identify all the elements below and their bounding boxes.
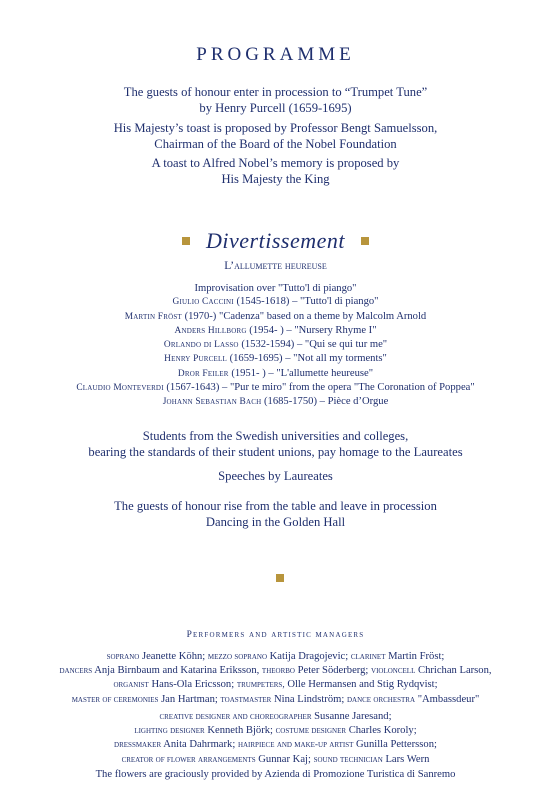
manager-name: Susanne Jaresand; [314, 711, 392, 722]
majesty-toast-text [0, 120, 551, 152]
performer-name: Jan Hartman; [161, 693, 218, 705]
managers-line [0, 738, 551, 752]
music-item [0, 395, 551, 409]
gold-square-icon [182, 237, 190, 245]
students-text [0, 428, 551, 460]
majesty-toast-line-2: Chairman of the Board of the Nobel Foundation [154, 137, 397, 151]
work-title: "Cadenza" based on a theme by Malcolm Arnold [219, 310, 427, 322]
music-item [0, 310, 551, 324]
performers-line [0, 693, 551, 707]
manager-name: Kenneth Björk; [207, 725, 273, 737]
manager-role: lighting designer [134, 726, 205, 737]
composer-name: Anders Hillborg [174, 325, 247, 336]
work-title: – "Not all my torments" [285, 353, 387, 365]
performer-role: theorbo [261, 666, 295, 677]
procession-line-2: by Henry Purcell (1659-1695) [199, 101, 352, 115]
departure-line-1: The guests of honour rise from the table and leave in procession [114, 499, 437, 513]
performer-role: dancers [59, 666, 93, 677]
composer-dates: (1532-1594) [241, 339, 295, 351]
flowers-credit: The flowers are graciously provided by Azienda di Promozione Turistica di Sanremo [95, 769, 456, 780]
manager-name: Gunilla Pettersson; [356, 739, 437, 751]
performer-name: Nina Lindström; [273, 693, 345, 705]
performer-role: trumpeters, [236, 680, 285, 691]
composer-name: Dror Feiler [177, 368, 229, 379]
manager-name: Lars Wern [385, 753, 430, 765]
procession-line-1: The guests of honour enter in procession to “Trumpet Tune” [123, 85, 428, 99]
performers-line [0, 650, 551, 664]
nobel-toast-line-2: His Majesty the King [221, 172, 330, 186]
artistic-managers-list [0, 710, 551, 767]
performer-role: soprano [106, 652, 140, 662]
work-title: – "L'allumette heureuse" [268, 367, 374, 379]
performer-name: Katija Dragojevic; [269, 651, 349, 662]
managers-line [0, 724, 551, 738]
composer-name: Martin Fröst [124, 311, 182, 322]
performer-name: Anja Birnbaum and Katarina Eriksson, [94, 665, 260, 677]
music-item [0, 367, 551, 381]
music-item [0, 381, 551, 395]
manager-role: sound technician [313, 754, 383, 765]
performer-role: organist [113, 680, 149, 691]
majesty-toast-line-1: His Majesty’s toast is proposed by Professor Bengt Samuelsson, [113, 121, 438, 135]
manager-role: hairpiece and make-up artist [237, 740, 354, 751]
performers-line [0, 678, 551, 692]
performer-name: Jeanette Köhn; [141, 651, 206, 662]
departure-line-2: Dancing in the Golden Hall [205, 515, 346, 529]
composer-dates: (1545-1618) [236, 296, 290, 308]
performer-role: dance orchestra [346, 694, 416, 705]
composer-dates: (1659-1695) [229, 353, 283, 365]
performer-role: clarinet [350, 652, 386, 662]
composer-name: Johann Sebastian Bach [162, 397, 262, 408]
divertissement-subtitle: L’allumette heureuse [224, 260, 327, 272]
manager-role: creative designer and choreographer [159, 712, 312, 722]
speeches-text: Speeches by Laureates [218, 469, 333, 483]
composer-name: Henry Purcell [164, 354, 227, 365]
performer-name: Peter Söderberg; [297, 665, 369, 677]
procession-text [0, 84, 551, 116]
managers-line [0, 710, 551, 724]
work-title: – "Qui se qui tur me" [296, 339, 388, 351]
composer-dates: (1970-) [184, 310, 217, 322]
music-item [0, 352, 551, 366]
students-line-2: bearing the standards of their student unions, pay homage to the Laureates [88, 445, 463, 459]
music-item [0, 295, 551, 309]
manager-name: Charles Koroly; [348, 725, 417, 737]
composer-name: Giulio Caccini [172, 297, 234, 308]
students-line-1: Students from the Swedish universities and colleges, [142, 429, 409, 443]
music-intro: Improvisation over "Tutto'l di piango" [194, 283, 357, 294]
work-title: – Pièce d’Orgue [319, 396, 389, 408]
nobel-toast-line-1: A toast to Alfred Nobel’s memory is proposed by [151, 156, 400, 170]
programme-title: PROGRAMME [196, 44, 355, 65]
performer-role: mezzo soprano [207, 652, 267, 662]
music-item [0, 324, 551, 338]
work-title: – "Tutto'l di piango" [292, 296, 379, 308]
performer-role: toastmaster [220, 694, 272, 705]
music-item [0, 338, 551, 352]
work-title: – "Nursery Rhyme I" [286, 324, 377, 336]
performer-name: Martin Fröst; [388, 651, 445, 662]
manager-name: Gunnar Kaj; [258, 753, 311, 765]
performer-name: "Ambassdeur" [417, 693, 480, 705]
composer-dates: (1951- ) [231, 367, 266, 379]
manager-role: costume designer [275, 726, 347, 737]
performer-name: Chrichan Larson, [418, 665, 492, 677]
composer-dates: (1954- ) [249, 324, 284, 336]
performer-name: Olle Hermansen and Stig Rydqvist; [287, 679, 438, 691]
manager-role: creator of flower arrangements [121, 754, 256, 765]
divertissement-heading [0, 228, 551, 254]
composer-dates: (1685-1750) [264, 396, 317, 408]
gold-square-icon [361, 237, 369, 245]
composer-name: Claudio Monteverdi [76, 383, 164, 394]
manager-role: dressmaker [114, 740, 162, 751]
performer-role: violoncell [371, 666, 416, 677]
performers-heading: Performers and artistic managers [186, 630, 365, 640]
nobel-toast-text [0, 155, 551, 187]
composer-name: Orlando di Lasso [163, 340, 239, 351]
performer-name: Hans-Ola Ericsson; [151, 679, 235, 691]
music-list [0, 282, 551, 410]
gold-square-icon [276, 574, 284, 582]
performers-line [0, 664, 551, 678]
composer-dates: (1567-1643) [166, 382, 220, 394]
managers-line [0, 753, 551, 767]
divertissement-title: Divertissement [206, 228, 345, 253]
work-title: – "Pur te miro" from the opera "The Coronation of Poppea" [222, 382, 475, 394]
performer-role: master of ceremonies [71, 694, 159, 705]
departure-text [0, 498, 551, 530]
manager-name: Anita Dahrmark; [163, 739, 236, 751]
performers-list [0, 650, 551, 707]
